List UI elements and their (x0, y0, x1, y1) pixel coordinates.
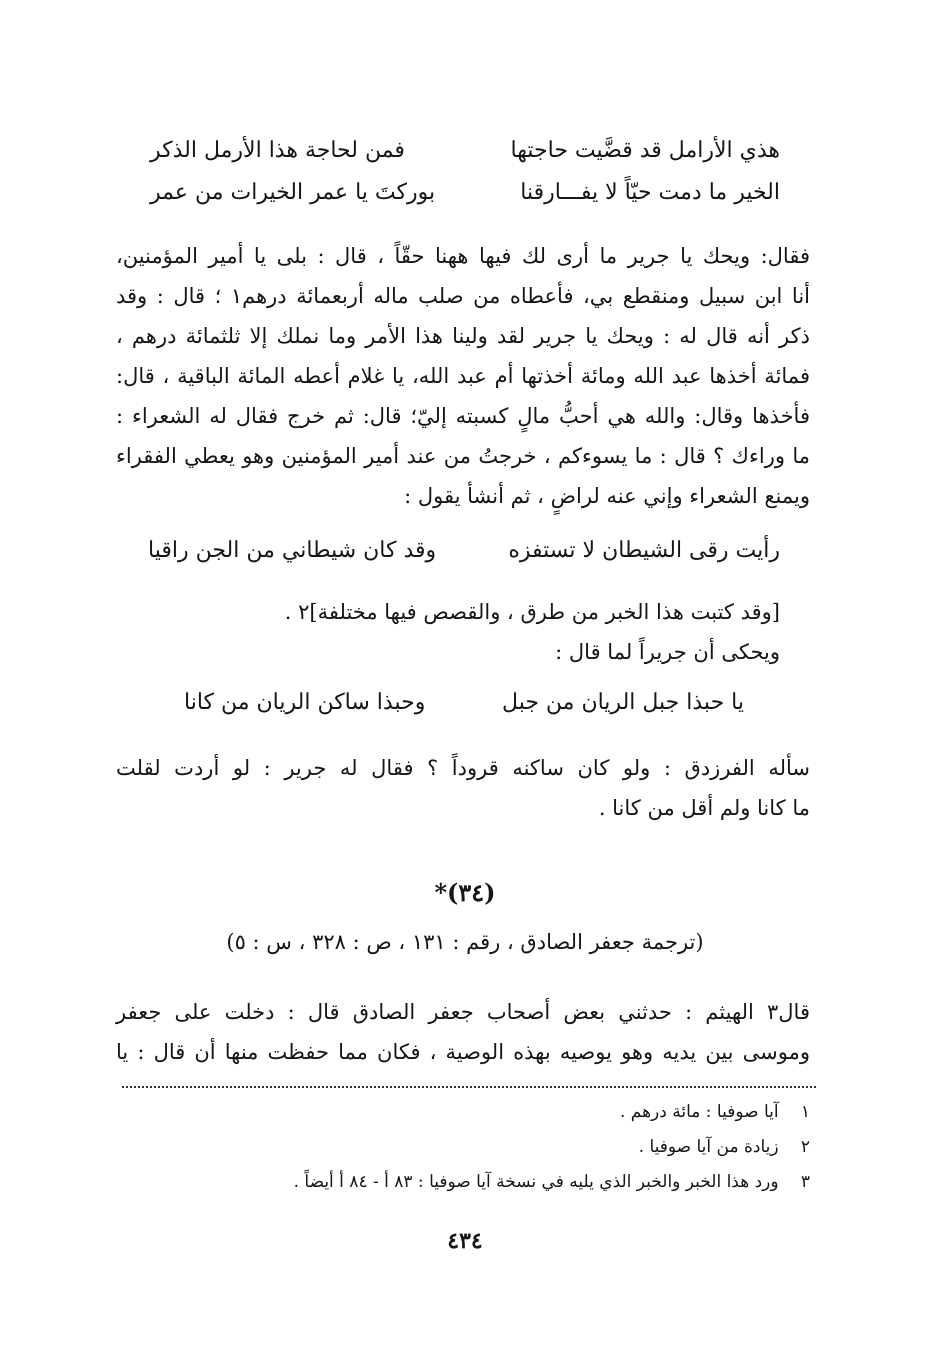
verse-first-hemistich: رأيت رقى الشيطان لا تستفزه (508, 538, 780, 563)
footnote-text: آيا صوفيا : مائة درهم . (619, 1102, 779, 1122)
prose-line: ذكر أنه قال له : ويحك يا جرير لقد ولينا هذا الأمر وما نملك إلا ثلثمائة درهم ، (116, 324, 810, 348)
verse-second-hemistich: وحبذا ساكن الريان من كانا (184, 690, 426, 715)
footnote (116, 1172, 810, 1192)
prose-line: قال٣ الهيثم : حدثني بعض أصحاب جعفر الصادق قال : دخلت على جعفر (116, 1000, 810, 1024)
prose-line: ويمنع الشعراء وإني عنه لراضٍ ، ثم أنشأ يقول : (404, 484, 810, 508)
verse-first-hemistich: هذي الأرامل قد قضَّيت حاجتها (510, 138, 780, 163)
footnote-text: زيادة من آيا صوفيا . (638, 1137, 779, 1157)
prose-line: ما كانا ولم أقل من كانا . (598, 796, 810, 820)
verse-first-hemistich: يا حبذا جبل الريان من جبل (502, 690, 744, 715)
verse-line (184, 690, 744, 715)
prose-line: ويحكى أن جريراً لما قال : (555, 640, 780, 664)
verse-second-hemistich: فمن لحاجة هذا الأرمل الذكر (150, 138, 405, 163)
footnote (116, 1137, 810, 1157)
verse-line (148, 538, 780, 563)
prose-line: ما وراءك ؟ قال : ما يسوءكم ، خرجتُ من عند أمير المؤمنين وهو يعطي الفقراء (116, 444, 810, 468)
footnote-separator (122, 1086, 816, 1088)
footnote-text: ورد هذا الخبر والخبر الذي يليه في نسخة آيا صوفيا : ٨٣ أ - ٨٤ أ أيضاً . (293, 1172, 779, 1192)
footnote (116, 1102, 810, 1122)
prose-line: وموسى بين يديه وهو يوصيه بهذه الوصية ، فكان مما حفظت منها أن قال : يا (116, 1040, 810, 1064)
verse-second-hemistich: بوركتَ يا عمر الخيرات من عمر (150, 180, 436, 205)
section-number: (٣٤)* (434, 878, 496, 907)
verse-line (150, 138, 780, 163)
prose-line: أنا ابن سبيل ومنقطع بي، فأعطاه من صلب ماله أربعمائة درهم١ ؛ قال : وقد (116, 284, 810, 308)
section-reference: (ترجمة جعفر الصادق ، رقم : ١٣١ ، ص : ٣٢٨ ، س : ٥) (226, 930, 704, 954)
footnote-number: ١ (800, 1102, 810, 1122)
page-number: ٤٣٤ (447, 1228, 483, 1254)
footnote-number: ٢ (800, 1137, 810, 1157)
prose-line: فمائة أخذها عبد الله ومائة أخذتها أم عبد الله، يا غلام أعطه المائة الباقية ، قال: (116, 364, 810, 388)
verse-first-hemistich: الخير ما دمت حيّاً لا يفـــارقنا (520, 180, 780, 205)
prose-line: فأخذها وقال: والله هي أحبُّ مالٍ كسبته إليّ؛ قال: ثم خرج فقال له الشعراء : (116, 404, 810, 428)
footnote-number: ٣ (800, 1172, 810, 1192)
prose-line: فقال: ويحك يا جرير ما أرى لك فيها ههنا حقّاً ، قال : بلى يا أمير المؤمنين، (116, 244, 810, 268)
verse-second-hemistich: وقد كان شيطاني من الجن راقيا (148, 538, 437, 563)
prose-line: سأله الفرزدق : ولو كان ساكنه قروداً ؟ فقال له جرير : لو أردت لقلت (116, 756, 810, 780)
prose-line: [وقد كتبت هذا الخبر من طرق ، والقصص فيها مختلفة]٢ . (284, 600, 780, 624)
verse-line (150, 180, 780, 205)
